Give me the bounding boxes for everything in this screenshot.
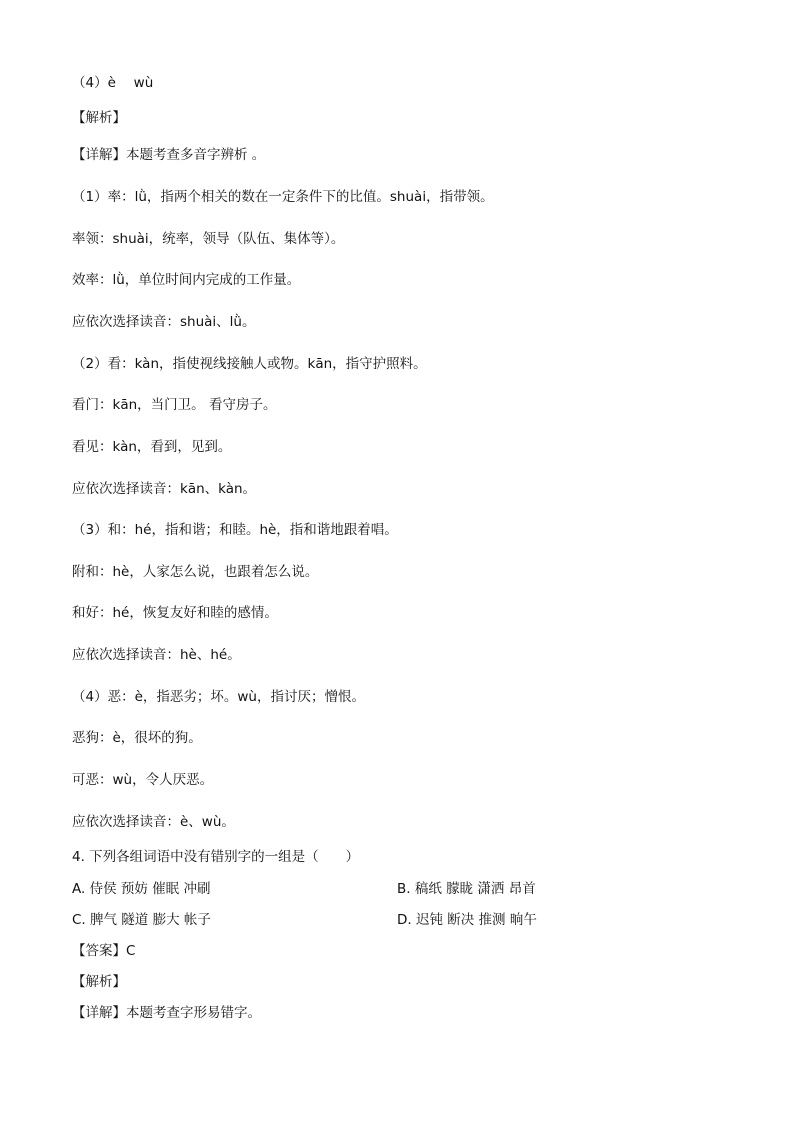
explain-2-example-a: 看门：kān，当门卫。 看守房子。 (72, 397, 277, 413)
explain-1-result: 应依次选择读音：shuài、lǜ。 (72, 314, 256, 330)
explain-4-example-a: 恶狗：è，很坏的狗。 (72, 730, 202, 746)
option-a: A. 侍侯 预妨 催眠 冲刷 (72, 881, 211, 897)
option-d: D. 迟钝 断决 推测 晌午 (397, 912, 537, 928)
detail-line: 【详解】本题考查字形易错字。 (72, 1005, 261, 1021)
analysis-label: 【解析】 (72, 110, 126, 126)
option-c: C. 脾气 隧道 膨大 帐子 (72, 912, 211, 928)
answer-line: 【答案】C (72, 943, 136, 959)
detail-intro: 【详解】本题考查多音字辨析 。 (72, 147, 266, 163)
explain-1-example-a: 率领：shuài，统率，领导（队伍、集体等）。 (72, 231, 345, 247)
pinyin-answer-4: （4）è wù (72, 75, 154, 91)
explain-3-example-a: 附和：hè，人家怎么说，也跟着怎么说。 (72, 564, 319, 580)
explain-2: （2）看：kàn，指使视线接触人或物。kān，指守护照料。 (72, 356, 427, 372)
explain-2-result: 应依次选择读音：kān、kàn。 (72, 481, 257, 497)
explain-3: （3）和：hé，指和谐；和睦。hè，指和谐地跟着唱。 (72, 522, 398, 538)
option-b: B. 稿纸 朦眬 潇洒 昂首 (397, 881, 536, 897)
explain-3-example-b: 和好：hé，恢复友好和睦的感情。 (72, 605, 278, 621)
analysis-label-2: 【解析】 (72, 974, 126, 990)
explain-1-example-b: 效率：lǜ，单位时间内完成的工作量。 (72, 272, 301, 288)
explain-3-result: 应依次选择读音：hè、hé。 (72, 647, 241, 663)
explain-2-example-b: 看见：kàn，看到，见到。 (72, 439, 232, 455)
explain-4: （4）恶：è，指恶劣；坏。wù，指讨厌；憎恨。 (72, 689, 365, 705)
question-stem: 4. 下列各组词语中没有错别字的一组是（ ） (72, 849, 360, 865)
explain-4-result: 应依次选择读音：è、wù。 (72, 814, 235, 830)
explain-1: （1）率：lǜ，指两个相关的数在一定条件下的比值。shuài，指带领。 (72, 189, 494, 205)
explain-4-example-b: 可恶：wù，令人厌恶。 (72, 772, 214, 788)
